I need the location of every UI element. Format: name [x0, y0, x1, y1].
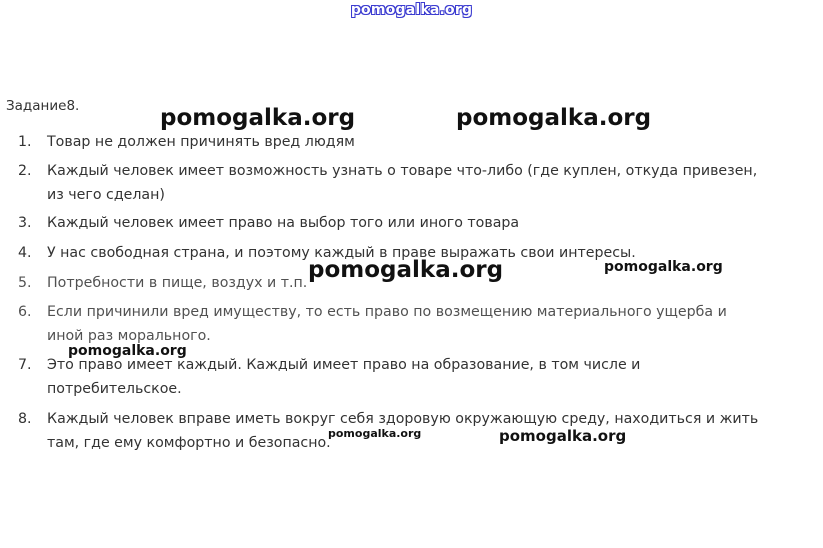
item-number: 2.: [18, 163, 32, 179]
item-text: Товар не должен причинять вред людям: [47, 134, 355, 150]
item-number: 8.: [18, 411, 32, 427]
item-number: 6.: [18, 304, 32, 320]
watermark: pomogalka.org: [160, 105, 356, 131]
item-text: Это право имеет каждый. Каждый имеет право на образование, в том числе и: [47, 357, 641, 373]
watermark: pomogalka.org: [499, 427, 627, 445]
item-text: Каждый человек вправе иметь вокруг себя здоровую окружающую среду, находиться и жить: [47, 411, 759, 427]
item-text: потребительское.: [47, 381, 182, 397]
item-text: Потребности в пище, воздух и т.п.: [47, 275, 308, 291]
item-text: Если причинили вред имуществу, то есть право по возмещению материального ущерба и: [47, 304, 727, 320]
watermark: pomogalka.org: [328, 427, 422, 440]
site-header-logo: pomogalka.org: [350, 2, 473, 18]
item-number: 7.: [18, 357, 32, 373]
item-text: У нас свободная страна, и поэтому каждый в праве выражать свои интересы.: [47, 245, 636, 261]
item-text: из чего сделан): [47, 187, 165, 203]
item-number: 1.: [18, 134, 32, 150]
item-text: Каждый человек имеет право на выбор того или иного товара: [47, 215, 520, 231]
task-title: Задание8.: [6, 98, 80, 114]
item-text: иной раз морального.: [47, 328, 211, 344]
item-number: 5.: [18, 275, 32, 291]
item-number: 4.: [18, 245, 32, 261]
watermark: pomogalka.org: [308, 257, 504, 283]
watermark: pomogalka.org: [68, 343, 187, 359]
watermark: pomogalka.org: [456, 105, 652, 131]
item-text: там, где ему комфортно и безопасно.: [47, 435, 331, 451]
item-number: 3.: [18, 215, 32, 231]
item-text: Каждый человек имеет возможность узнать о товаре что-либо (где куплен, откуда привезен,: [47, 163, 758, 179]
watermark: pomogalka.org: [604, 259, 723, 275]
